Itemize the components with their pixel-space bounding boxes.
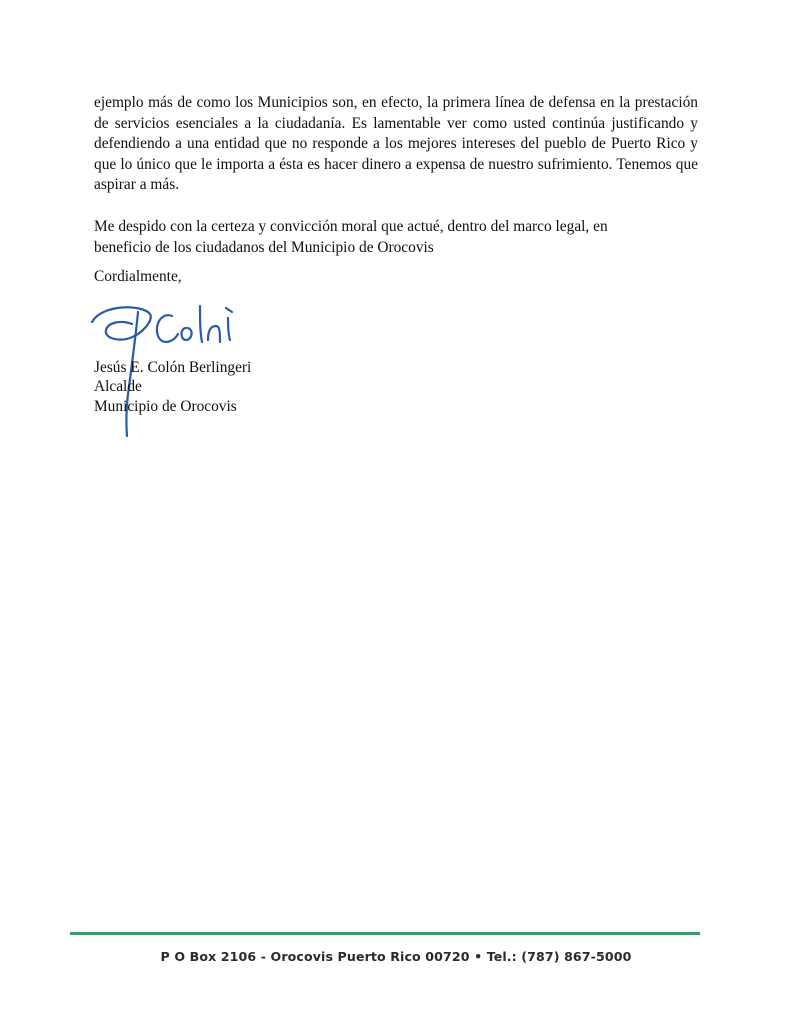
footer-divider: [70, 932, 700, 935]
footer-contact: P O Box 2106 - Orocovis Puerto Rico 00720 • Tel.: (787) 867-5000: [160, 949, 632, 964]
closing-salutation: Cordialmente,: [94, 268, 182, 285]
paragraph-2-line-1: Me despido con la certeza y convicción moral que actué, dentro del marco legal, en: [94, 217, 608, 235]
signer-name: Jesús E. Colón Berlingeri: [94, 359, 252, 376]
letter-body: [94, 93, 698, 258]
signer-organization: Municipio de Orocovis: [94, 397, 237, 415]
signer-title: Alcalde: [94, 378, 142, 396]
paragraph-2: [94, 217, 698, 258]
signature-block: [94, 358, 251, 416]
paragraph-2-line-2: beneficio de los ciudadanos del Municipio de Orocovis: [94, 238, 434, 256]
paragraph-1: ejemplo más de como los Municipios son, en efecto, la primera línea de defensa en la prestación de servicios esenciales a la ciudadanía. Es lamentable ver como usted continúa justificando y defendiendo a una entidad que no responde a los mejores intereses del pueblo de Puerto Rico y que lo único que le importa a ésta es hacer dinero a expensa de nuestro sufrimiento. Tenemos que aspirar a más.: [94, 94, 698, 194]
